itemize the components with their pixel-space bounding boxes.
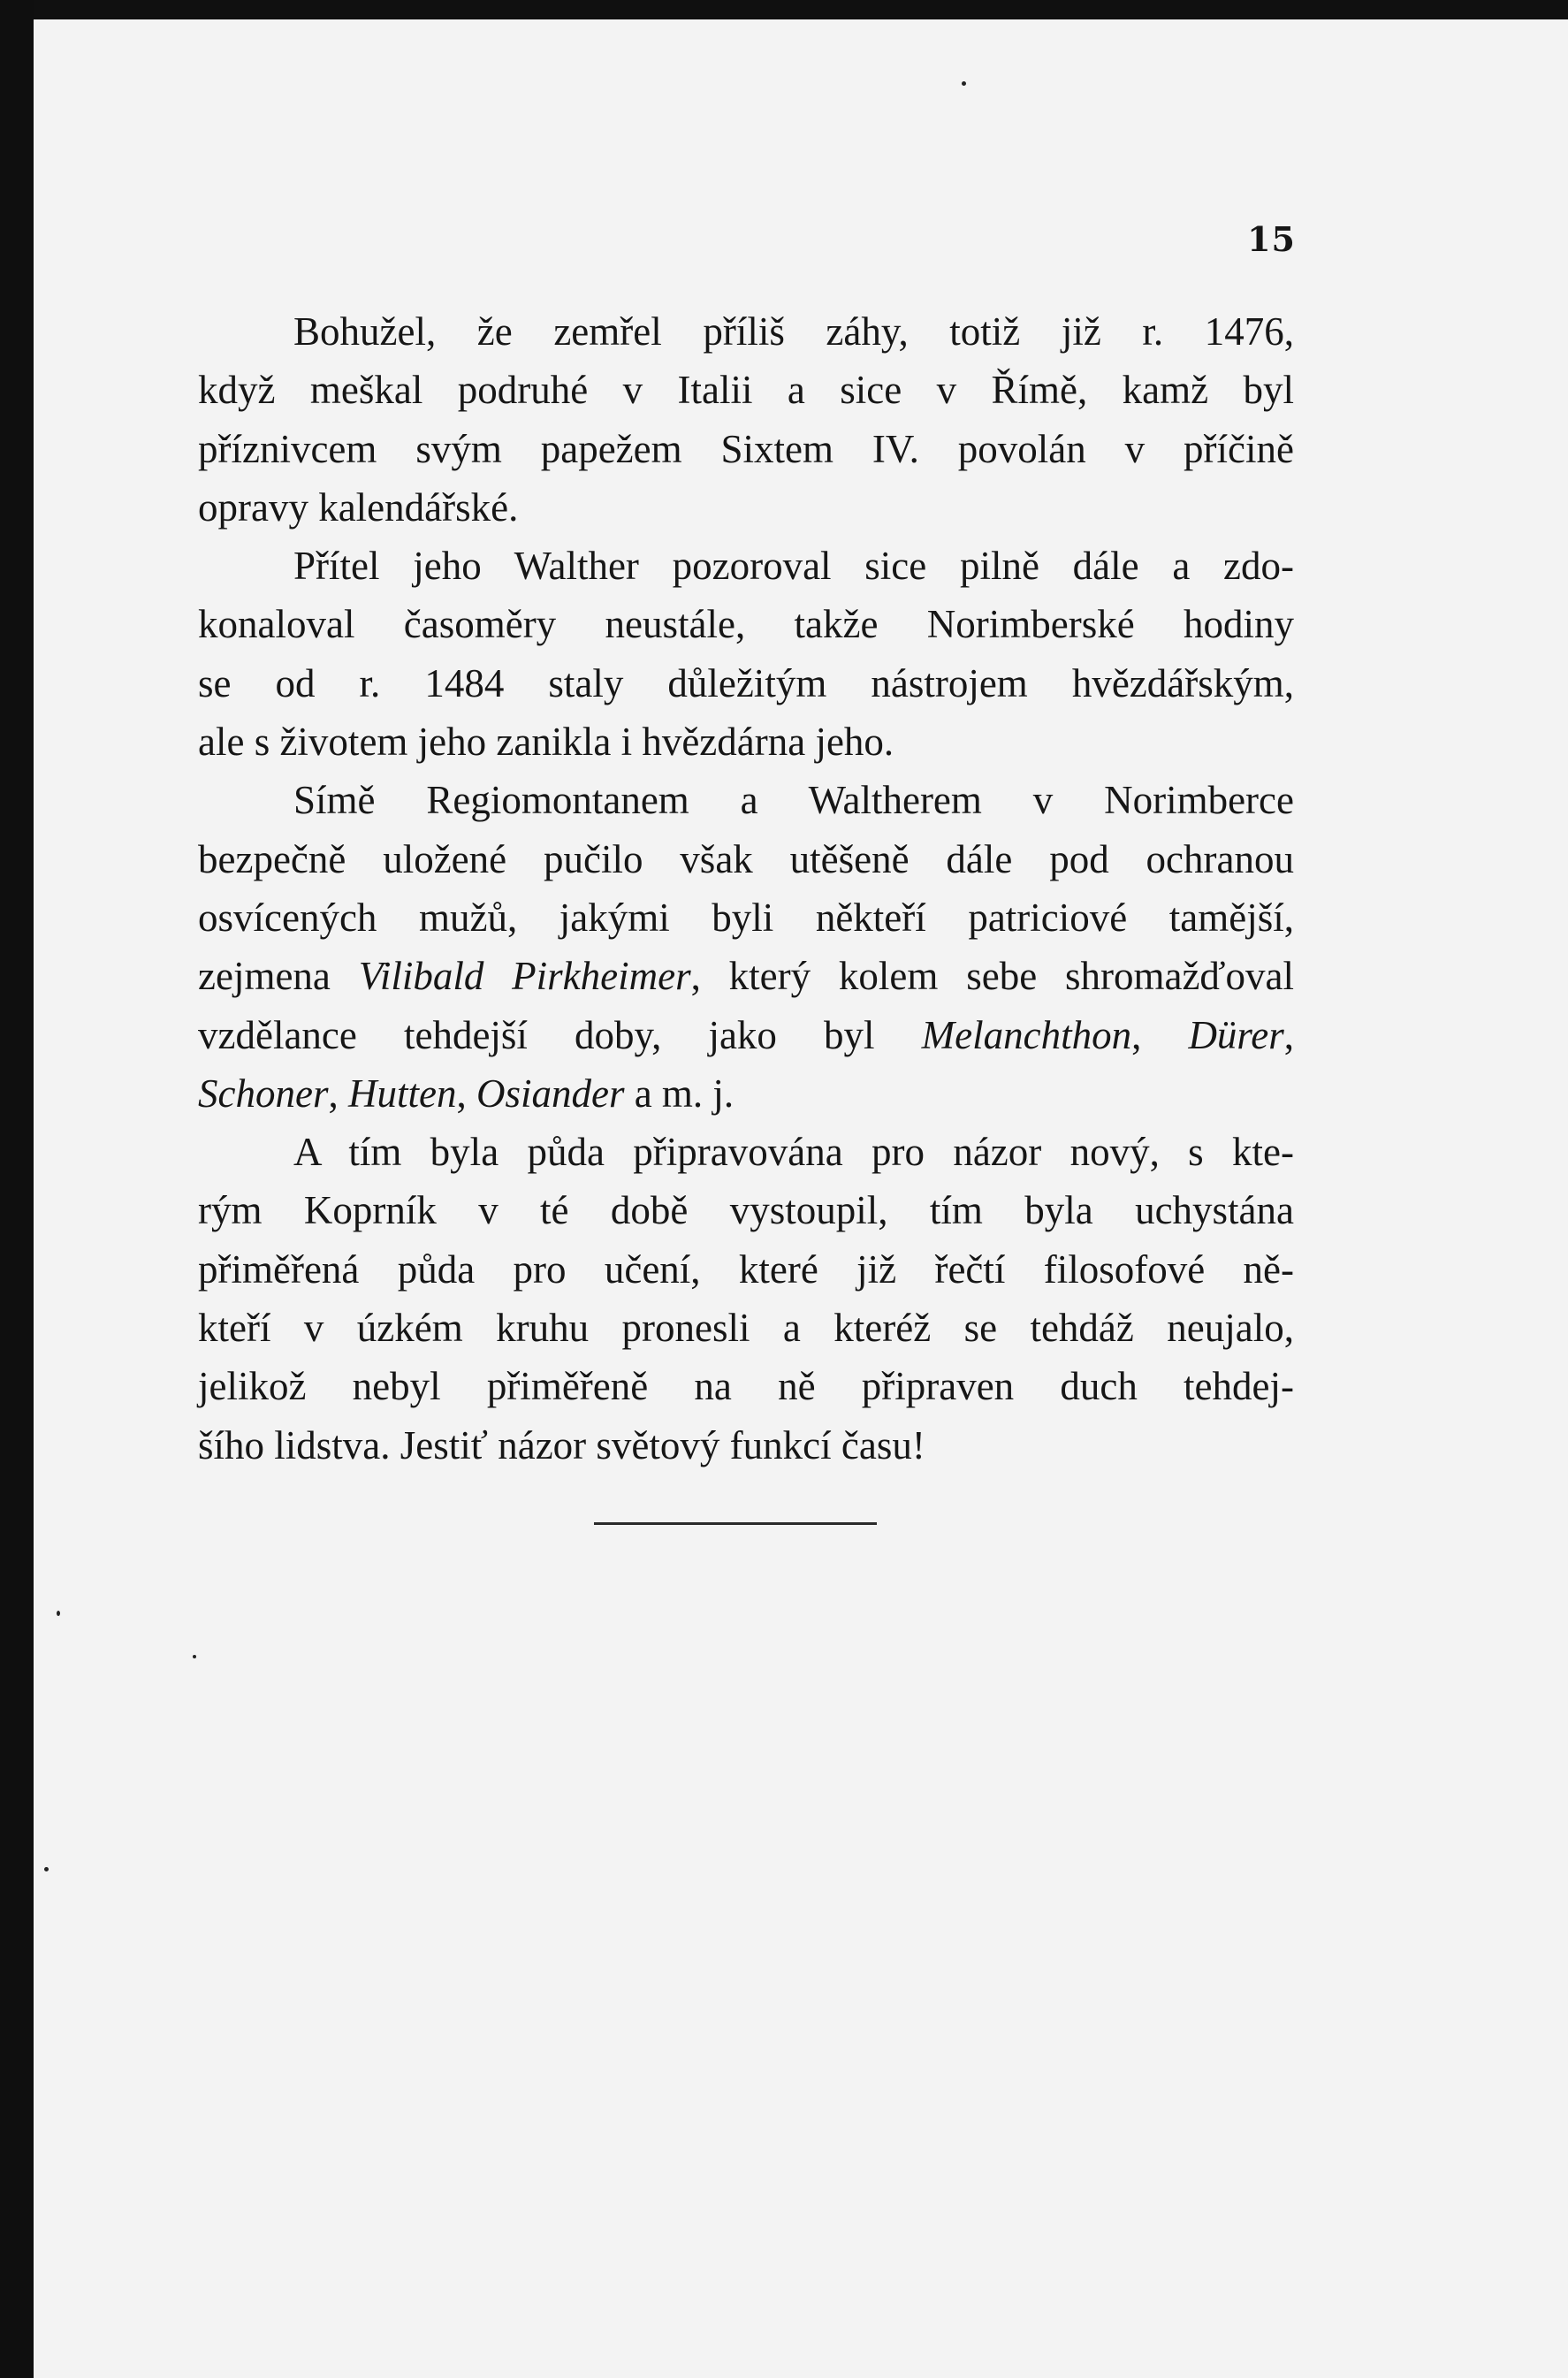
text-run: Přítel jeho Walther pozoroval sice pilně dále a zdo- xyxy=(293,544,1294,589)
page-number: 15 xyxy=(1247,219,1296,259)
text-line xyxy=(198,478,1294,537)
text-line xyxy=(198,302,1294,361)
text-run: , který kolem sebe shromažďoval xyxy=(690,954,1294,999)
text-line xyxy=(198,713,1294,771)
italic-name: Osiander xyxy=(476,1071,625,1116)
end-rule xyxy=(594,1522,877,1525)
text-run: zejmena xyxy=(198,954,359,999)
text-run: osvícených mužů, jakými byli někteří patriciové tamější, xyxy=(198,895,1294,940)
text-line xyxy=(198,1357,1294,1415)
italic-name: Schoner xyxy=(198,1071,329,1116)
text-line xyxy=(198,1416,1294,1475)
text-run: šího lidstva. Jestiť názor světový funkcí času! xyxy=(198,1422,925,1467)
paragraph xyxy=(198,771,1294,1123)
text-line xyxy=(198,1123,1294,1181)
text-line xyxy=(198,595,1294,653)
text-line xyxy=(198,537,1294,595)
text-run: Símě Regiomontanem a Waltherem v Norimberce xyxy=(293,778,1294,823)
text-run: když meškal podruhé v Italii a sice v Římě, kamž byl xyxy=(198,368,1294,413)
scan-speck xyxy=(193,1655,196,1658)
text-run: ale s životem jeho zanikla i hvězdárna jeho. xyxy=(198,720,894,765)
text-run: příznivcem svým papežem Sixtem IV. povolán v příčině xyxy=(198,426,1294,471)
text-run: přiměřená půda pro učení, které již řečtí filosofové ně- xyxy=(198,1246,1294,1292)
text-run: , xyxy=(328,1071,348,1116)
paragraph xyxy=(198,1123,1294,1475)
text-run: , xyxy=(1131,1012,1189,1057)
text-line xyxy=(198,1181,1294,1239)
text-run: bezpečně uložené pučilo však utěšeně dále pod ochranou xyxy=(198,836,1294,881)
text-line xyxy=(198,888,1294,947)
text-run: A tím byla půda připravována pro názor nový, s kte- xyxy=(293,1130,1294,1175)
text-run: , xyxy=(1283,1012,1295,1057)
text-line xyxy=(198,830,1294,888)
italic-name: Vilibald Pirkheimer xyxy=(358,954,691,999)
text-run: opravy kalendářské. xyxy=(198,484,519,530)
paragraph xyxy=(198,302,1294,537)
text-run: jelikož nebyl přiměřeně na ně připraven duch tehdej- xyxy=(198,1364,1294,1409)
scan-speck xyxy=(962,81,966,86)
text-run: Bohužel, že zemřel příliš záhy, totiž již r. 1476, xyxy=(293,309,1294,354)
text-line xyxy=(198,947,1294,1005)
text-run: konaloval časoměry neustále, takže Norimberské hodiny xyxy=(198,602,1294,647)
text-run: rým Koprník v té době vystoupil, tím byla uchystána xyxy=(198,1188,1294,1233)
scan-left-edge xyxy=(0,0,34,2378)
text-line xyxy=(198,1240,1294,1299)
text-line xyxy=(198,420,1294,478)
italic-name: Hutten xyxy=(347,1071,457,1116)
text-run: a m. j. xyxy=(624,1071,735,1116)
text-run: kteří v úzkém kruhu pronesli a kteréž se tehdáž neujalo, xyxy=(198,1306,1294,1351)
italic-name: Melanchthon xyxy=(921,1012,1132,1057)
text-line xyxy=(198,1006,1294,1064)
text-line xyxy=(198,654,1294,713)
paragraph xyxy=(198,537,1294,771)
text-run: vzdělance tehdejší doby, jako byl xyxy=(198,1012,922,1057)
text-run: , xyxy=(456,1071,476,1116)
scan-speck xyxy=(57,1611,60,1616)
italic-name: Dürer xyxy=(1188,1012,1284,1057)
text-run: se od r. 1484 staly důležitým nástrojem hvězdářským, xyxy=(198,660,1294,705)
scan-top-edge xyxy=(0,0,1568,19)
scan-speck xyxy=(44,1867,49,1871)
body-text xyxy=(198,302,1294,1475)
text-line xyxy=(198,1064,1294,1123)
text-line xyxy=(198,361,1294,419)
text-line xyxy=(198,1299,1294,1357)
text-line xyxy=(198,771,1294,829)
